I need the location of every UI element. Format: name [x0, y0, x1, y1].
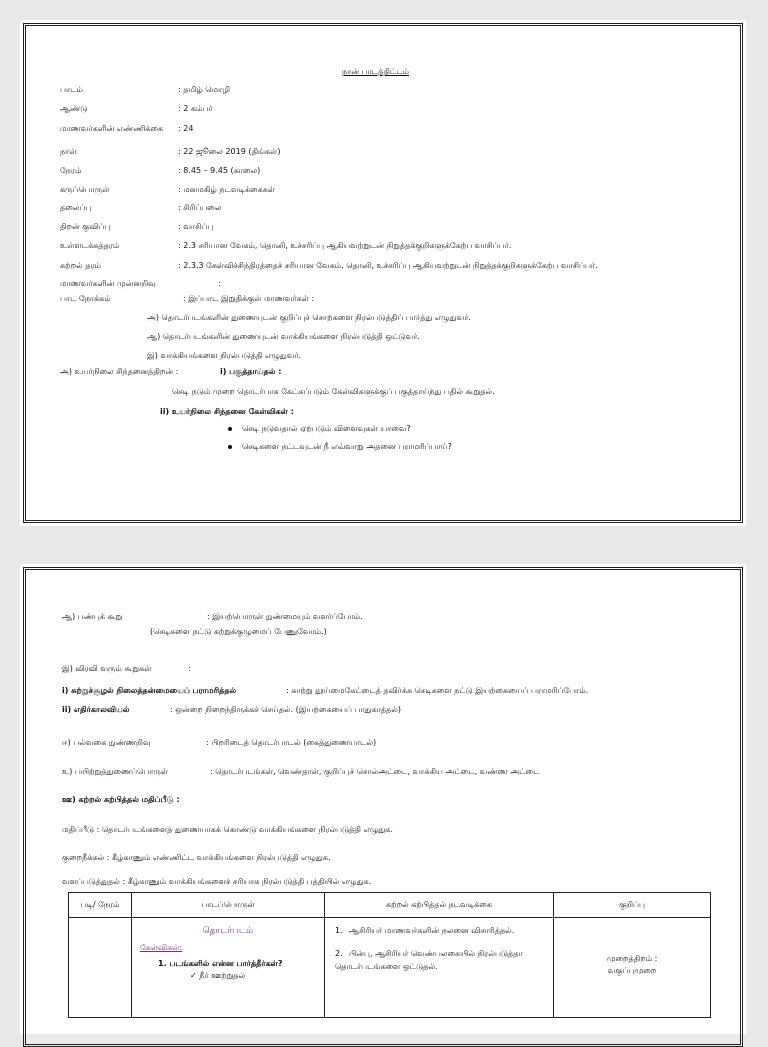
learning-standard-label: கற்றல் தரம்	[60, 261, 101, 270]
skill-label: திறன் குவிப்பு	[60, 222, 111, 231]
objective-c: இ) வாக்கியங்களை நிரல்படுத்தி எழுதுவர்.	[147, 351, 302, 360]
activity-item: 2. பின்பு, ஆசிரியர் வெண்பலகையில் நிரல்படுத்தா தொடர்படங்களை ஒட்டுதல்.	[335, 949, 523, 971]
table-header-row	[69, 893, 711, 918]
content-sub: கேள்விகள்:	[140, 943, 183, 952]
remedial-text: குறைநீக்கல் : கீழ்காணும் எண்ணிட்ட வாக்கியங்களை நிரல்படுத்தி எழுதுக.	[62, 853, 331, 862]
time-value: : 8.45 – 9.45 (காலை)	[178, 166, 261, 175]
enrichment-text: வளப்படுத்துதல் : கீழ்காணும் வாக்கியங்களைச் சரியாக நிரல்படுத்தி பத்தியில் எழுதுக.	[62, 877, 372, 886]
tools-text: : தொடர்படங்கள், வெண்தாள், குறிப்புச் சொல்அட்டை, வாக்கிய அட்டை, வண்ண அட்டை	[210, 767, 540, 776]
subject-value: : தமிழ் மொழி	[178, 85, 231, 94]
learning-standard-value: : 2.3.3 கேள்விச்சிந்திரத்தைச் சரியான வேகம், தொனி, உச்சரிப்பு ஆகியவற்றுடன் நிறுத்தக்குறிகளுக்கேற்ப வாசிப்பர்.	[178, 261, 598, 270]
objective-a: அ) தொடர்படங்களின் துணையுடன் குறிப்புச் சொற்களை நிரல்படுத்திப் பார்த்து எழுதுவர்.	[147, 313, 471, 322]
table-row	[69, 918, 711, 1018]
mi-label: ஈ) பல்வகை நுண்ணறிவு	[62, 738, 151, 747]
hots-i-label: i) பகுத்தாய்தல் :	[220, 367, 282, 376]
cross-ii-label: ii) எதிர்காலவியல்	[62, 705, 130, 714]
prior-knowledge-label: மாணவர்களின் முன்னறிவு	[60, 279, 156, 288]
skill-value: : வாசிப்பு	[178, 222, 214, 231]
hots-i-text: செடி நடும் முறை தொடர்பாக கேட்கப்படும் கேள்விகளுக்குப் பகுத்தாய்ந்து பதில் கூறுதல்.	[172, 387, 495, 396]
page-2	[20, 564, 746, 1034]
page-title: நான் பாடத்திட்டம்	[342, 67, 410, 76]
content-standard-value: : 2.3 சரியான வேகம், தொனி, உச்சரிப்பு ஆகியவற்றுடன் நிறுத்தக்குறிகளுக்கேற்ப வாசிப்பர்.	[178, 241, 512, 250]
objective-value: : இப்பாட இறுதிக்குள் மாணவர்கள் :	[183, 294, 315, 303]
header-notes: குறிப்பு	[554, 893, 711, 918]
cross-ii-text: : ஒன்றை நிறைந்திருக்கச் செய்தல். (இயற்கையைப் பாதுகாத்தல்)	[170, 705, 402, 714]
theme-value: : மனமகிழ் நடவடிக்கைகள்	[178, 185, 276, 194]
cell-activity	[325, 918, 554, 1018]
content-standard-label: உள்ளடக்கத்தரம்	[60, 241, 120, 250]
hots-label: அ) உயர்நிலை சிந்தனைத்திறன் :	[60, 367, 179, 376]
students-label: மாணவர்களின் எண்ணிக்கை	[60, 124, 164, 133]
assessment-text: மதிப்பீடு : தொடர்படங்களைத் துணையாகக் கொண்டு வாக்கியங்களை நிரல்படுத்தி எழுதுக.	[62, 825, 393, 834]
hots-ii-label: ii) உயர்நிலை சிந்தனை கேள்விகள் :	[160, 407, 295, 416]
assessment-label: ஊ) கற்றல் கற்பித்தல் மதிப்பீடு :	[62, 795, 180, 804]
question-item: செடிகளை நட்டவுடன் நீ எவ்வாறு அதனை பராமரிப்பாய்?	[228, 441, 452, 452]
lesson-table	[68, 892, 711, 1018]
cell-content	[132, 918, 325, 1018]
date-value: : 22 ஜூலை 2019 (திங்கள்)	[178, 147, 281, 156]
cross-colon: :	[188, 664, 191, 673]
content-tick: ✓ நீர் ஊற்றுதல்	[190, 971, 246, 980]
content-question: 1. படங்களில் என்ன பார்த்தீர்கள்?	[158, 959, 283, 968]
header-step: படி/ நேரம்	[69, 893, 132, 918]
notes-line-2: வகுப்புமுறை	[607, 966, 657, 975]
content-title: தொடர்படம்	[202, 926, 254, 936]
page-1	[20, 20, 746, 526]
cross-label: இ) விரவி வரும் கூறுகள்	[62, 664, 152, 673]
cross-i-text: : காற்று தூய்மைகேட்டைத் தவிர்க்க செடிகளை நட்டு இயற்கையைப் பராமரிப்போம்.	[286, 686, 589, 695]
cell-step	[69, 918, 132, 1018]
values-label: ஆ) பண்புக் கூறு	[62, 612, 123, 621]
date-label: நாள்	[60, 147, 77, 156]
year-label: ஆண்டு	[60, 104, 88, 113]
activity-item: 1. ஆசிரியர் மாணவர்களின் நலனை விசாரித்தல்.	[335, 926, 515, 935]
year-value: : 2 கம்பர்	[178, 104, 213, 113]
theme-label: கருப்பொருள்	[60, 185, 110, 194]
objective-b: ஆ) தொடர்படங்களின் துணையுடன் வாக்கியங்களை நிரல்படுத்தி ஒட்டுவர்.	[147, 332, 420, 341]
objective-label: பாட நோக்கம்	[60, 294, 111, 303]
header-activity: கற்றல் கற்பித்தல் நடவடிக்கை	[325, 893, 554, 918]
time-label: நேரம்	[60, 166, 82, 175]
topic-value: : சிரிப்பலை	[178, 203, 222, 212]
values-sub: (செடிகளை நட்டு கற்றுக்குழுமைப் பேணுவோம்.)	[150, 627, 327, 636]
question-item: செடி நடுவதால் ஏற்படும் விளைவுகள் யாவை?	[228, 423, 411, 434]
notes-line-1: முறைத்திறம் :	[606, 954, 658, 963]
cell-notes	[554, 918, 711, 1018]
cross-i-label: i) சுற்றுச்சூழல் நிலைத்தன்மையைப் பராமரித்தல்	[62, 686, 237, 695]
subject-label: பாடம்	[60, 85, 83, 94]
prior-knowledge-value: :	[218, 279, 221, 288]
students-value: : 24	[178, 124, 194, 133]
tools-label: உ) பயிற்றுத்துணைப்பொருள்	[62, 767, 169, 776]
bullet-icon	[228, 445, 232, 449]
bullet-icon	[228, 427, 232, 431]
header-content: பாடப்பொருள்	[132, 893, 325, 918]
topic-label: தலைப்பு	[60, 203, 92, 212]
values-text: : இயற்பொருள் நுண்மையும் வளர்ப்போம்.	[207, 612, 363, 621]
mi-text: : பிறரிடைத் தொடர்பாடல் (கைத்துணையாடல்)	[206, 738, 377, 747]
